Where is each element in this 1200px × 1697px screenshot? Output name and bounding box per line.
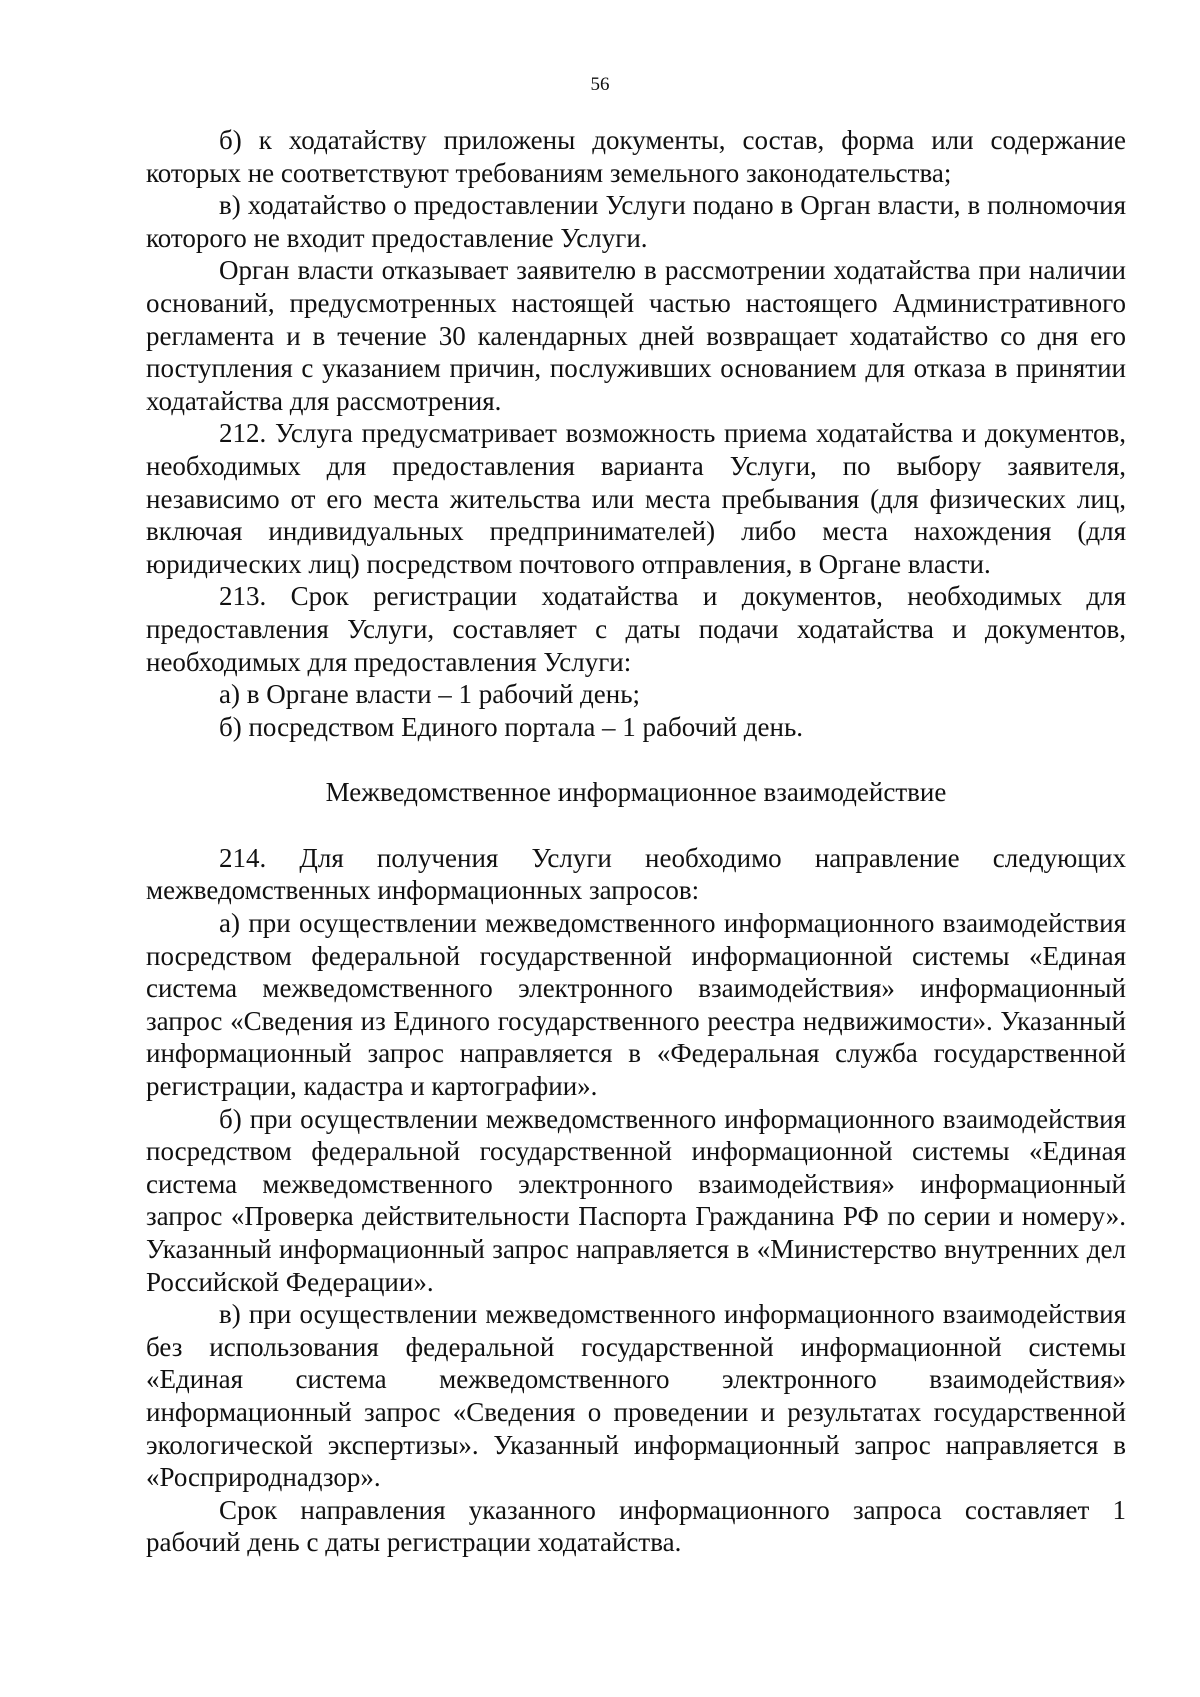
document-body — [146, 124, 1126, 1559]
paragraph-212: 212. Услуга предусматривает возможность приема ходатайства и документов, необходимых для предоставления варианта Услуги, по выбору заявителя, независимо от его места жительства или места пребывания (для физических лиц, включая индивидуальных предпринимателей) либо места нахождения (для юридических лиц) посредством почтового отправления, в Органе власти. — [146, 418, 1126, 579]
paragraph-request-deadline: Срок направления указанного информационного запроса составляет 1 рабочий день с даты регистрации ходатайства. — [146, 1494, 1126, 1558]
paragraph-214-item-v: в) при осуществлении межведомственного информационного взаимодействия без использования федеральной государственной информационной системы «Единая система межведомственного электронного взаимодействия» информационный запрос «Сведения о проведении и результатах государственной экологической экспертизы». Указанный информационный запрос направляется в «Росприроднадзор». — [146, 1299, 1126, 1493]
paragraph-item-v-wrong-authority: в) ходатайство о предоставлении Услуги подано в Орган власти, в полномочия которого не входит предоставление Услуги. — [146, 190, 1126, 253]
paragraph-refusal-grounds: Орган власти отказывает заявителю в рассмотрении ходатайства при наличии оснований, предусмотренных настоящей частью настоящего Административного регламента и в течение 30 календарных дней возвращает ходатайство со дня его поступления с указанием причин, послуживших основанием для отказа в принятии ходатайства для рассмотрения. — [146, 255, 1126, 416]
paragraph-214-item-b: б) при осуществлении межведомственного информационного взаимодействия посредством федеральной государственной информационной системы «Единая система межведомственного электронного взаимодействия» информационный запрос «Проверка действительности Паспорта Гражданина РФ по серии и номеру». Указанный информационный запрос направляется в «Министерство внутренних дел Российской Федерации». — [146, 1103, 1126, 1297]
paragraph-item-b-attached-documents: б) к ходатайству приложены документы, состав, форма или содержание которых не соответствуют требованиям земельного законодательства; — [146, 125, 1126, 188]
paragraph-213-item-b: б) посредством Единого портала – 1 рабочий день. — [219, 711, 804, 742]
section-heading: Межведомственное информационное взаимодействие — [325, 777, 947, 808]
paragraph-213: 213. Срок регистрации ходатайства и документов, необходимых для предоставления Услуги, составляет с даты подачи ходатайства и документов, необходимых для предоставления Услуги: — [146, 581, 1126, 677]
paragraph-214: 214. Для получения Услуги необходимо направление следующих межведомственных информационных запросов: — [146, 842, 1126, 906]
paragraph-214-item-a: а) при осуществлении межведомственного информационного взаимодействия посредством федеральной государственной информационной системы «Единая система межведомственного электронного взаимодействия» информационный запрос «Сведения из Единого государственного реестра недвижимости». Указанный информационный запрос направляется в «Федеральная служба государственной регистрации, кадастра и картографии». — [146, 908, 1126, 1102]
paragraph-213-item-a: а) в Органе власти – 1 рабочий день; — [219, 679, 641, 710]
page-number: 56 — [590, 74, 610, 95]
